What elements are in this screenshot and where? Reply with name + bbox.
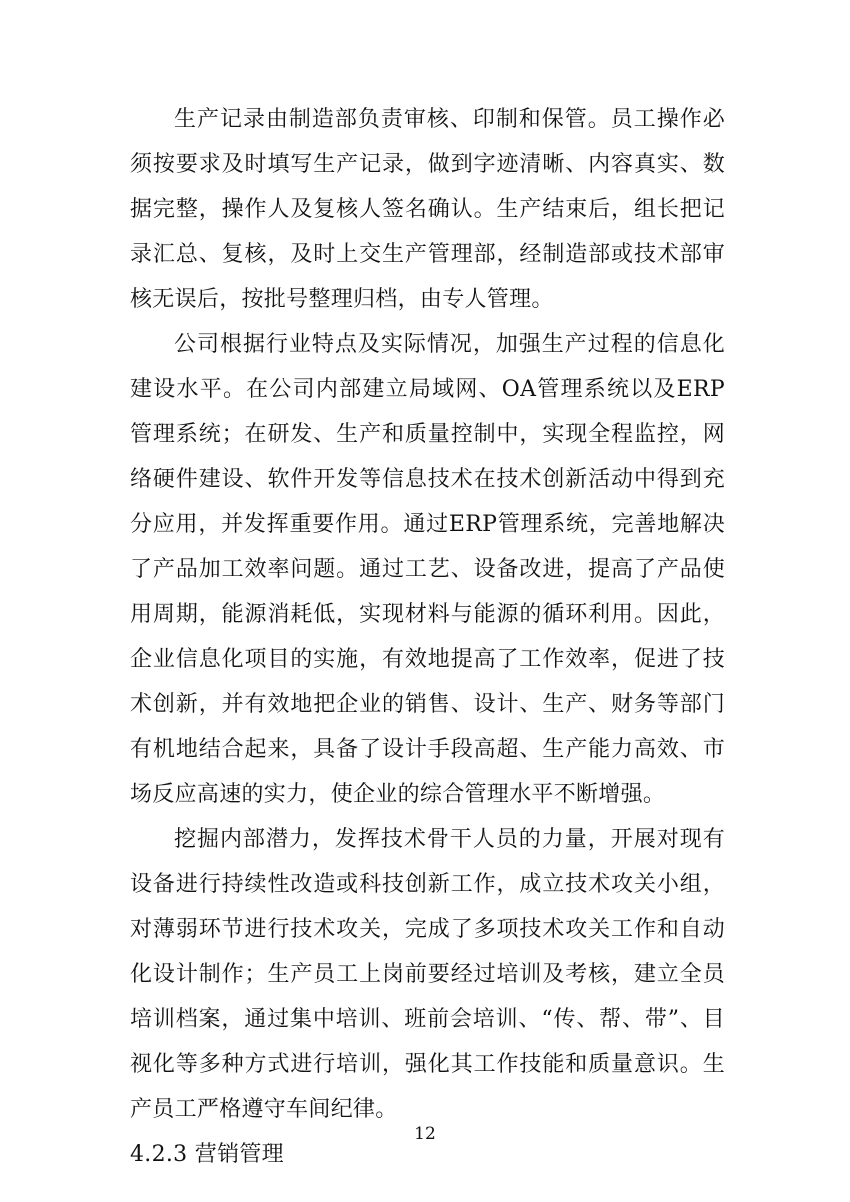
section-heading: 4.2.3 营销管理 [130,1142,284,1167]
page-content [130,97,725,1177]
paragraph-informatization: 公司根据行业特点及实际情况，加强生产过程的信息化建设水平。在公司内部建立局域网、OA管理系统以及ERP管理系统；在研发、生产和质量控制中，实现全程监控，网络硬件建设、软件开发等信息技术在技术创新活动中得到充分应用，并发挥重要作用。通过ERP管理系统，完善地解决了产品加工效率问题。通过工艺、设备改进，提高了产品使用周期，能源消耗低，实现材料与能源的循环利用。因此，企业信息化项目的实施，有效地提高了工作效率，促进了技术创新，并有效地把企业的销售、设计、生产、财务等部门有机地结合起来，具备了设计手段高超、生产能力高效、市场反应高速的实力，使企业的综合管理水平不断增强。 [130,332,725,807]
paragraph-production-records: 生产记录由制造部负责审核、印制和保管。员工操作必须按要求及时填写生产记录，做到字迹清晰、内容真实、数据完整，操作人及复核人签名确认。生产结束后，组长把记录汇总、复核，及时上交生产管理部，经制造部或技术部审核无误后，按批号整理归档，由专人管理。 [130,107,725,312]
paragraph-technical-innovation: 挖掘内部潜力，发挥技术骨干人员的力量，开展对现有设备进行持续性改造或科技创新工作，成立技术攻关小组，对薄弱环节进行技术攻关，完成了多项技术攻关工作和自动化设计制作；生产员工上岗前要经过培训及考核，建立全员培训档案，通过集中培训、班前会培训、“传、帮、带”、目视化等多种方式进行培训，强化其工作技能和质量意识。生产员工严格遵守车间纪律。 [130,827,725,1122]
page-number: 12 [414,1124,436,1144]
